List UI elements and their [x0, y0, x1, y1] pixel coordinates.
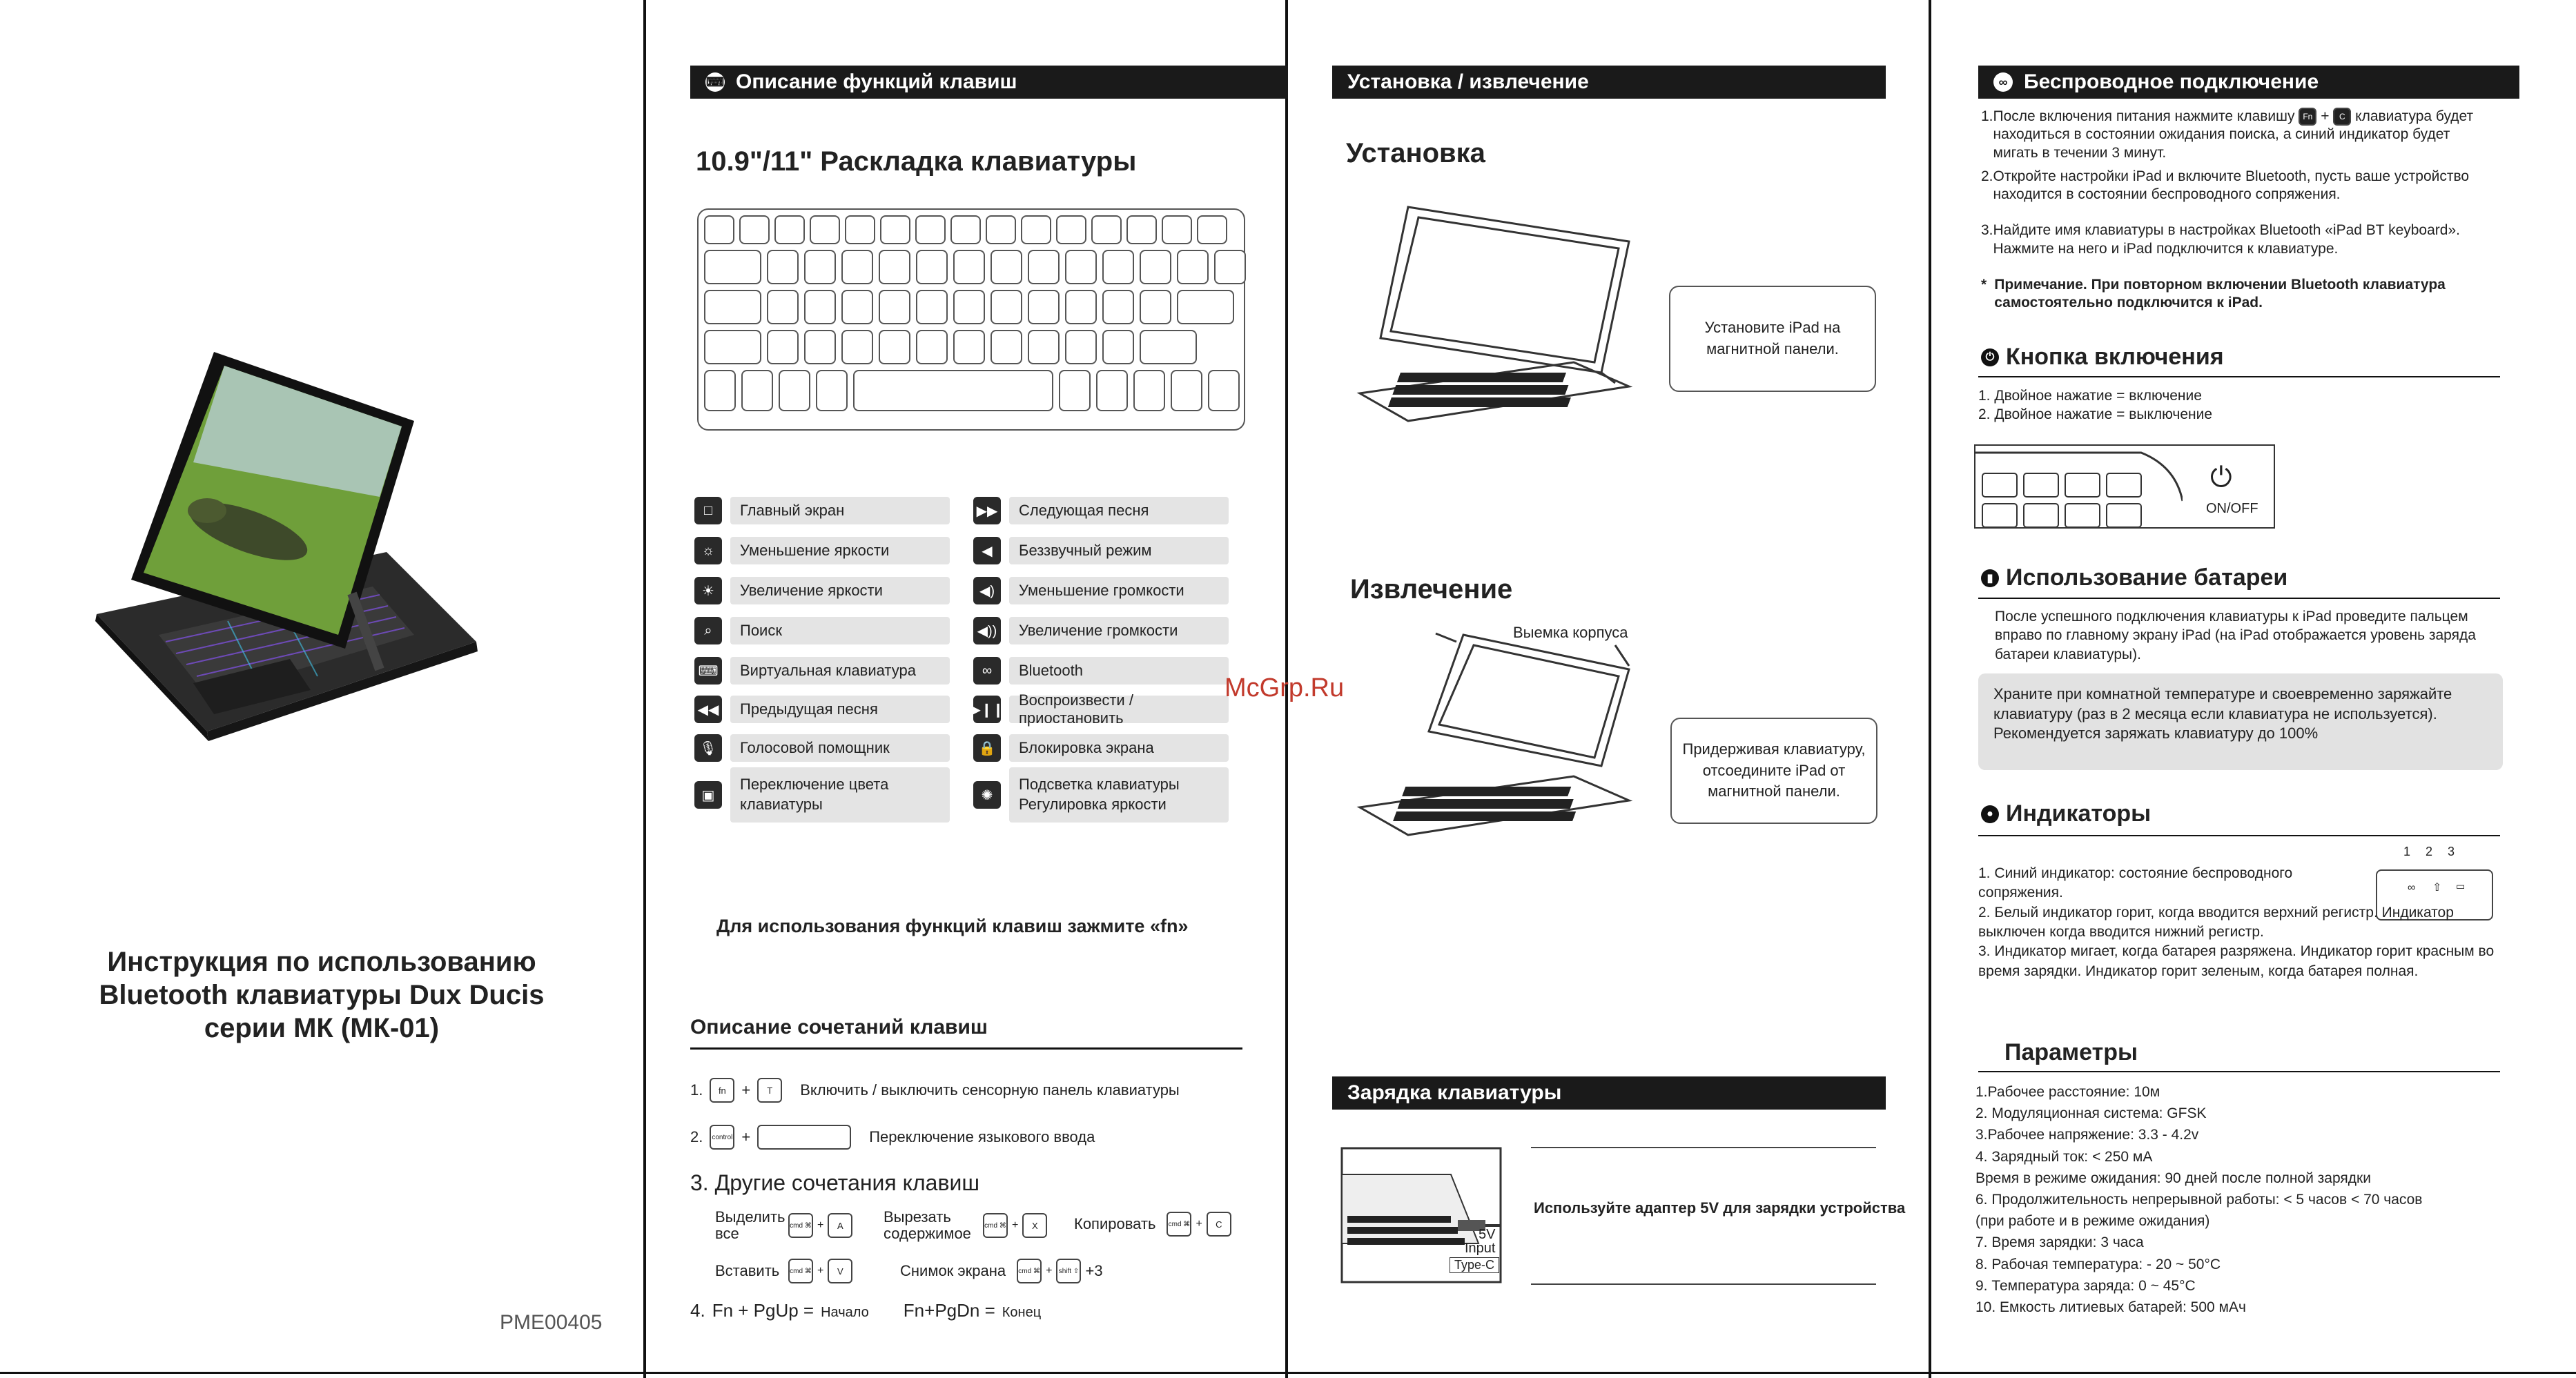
plus-sign: +	[1012, 1219, 1019, 1232]
power-item-2: 2. Двойное нажатие = выключение	[1978, 406, 2213, 423]
space-key	[757, 1125, 851, 1150]
function-key-row	[973, 733, 1229, 763]
keyboard-key	[841, 290, 873, 324]
rewind-icon: ◀◀	[694, 696, 722, 723]
keyboard-key	[810, 215, 840, 244]
cover-title-line-1: Инструкция по использованию	[107, 947, 536, 977]
function-key-row	[973, 616, 1229, 646]
combo-cut	[884, 1209, 1047, 1242]
fn-key: fn	[710, 1078, 734, 1103]
keyboard-key	[1028, 290, 1060, 324]
function-key-label: Следующая песня	[1009, 497, 1229, 524]
keyboard-key	[1126, 215, 1157, 244]
port-label-input: Input	[1465, 1241, 1496, 1256]
home-icon: □	[694, 497, 722, 524]
plus-sign: +	[817, 1219, 824, 1232]
combo-4-number: 4.	[690, 1300, 705, 1321]
watermark: McGrp.Ru	[1224, 673, 1345, 702]
keyboard-key	[1140, 250, 1171, 284]
charge-header-title: Зарядка клавиатуры	[1347, 1081, 1562, 1104]
wireless-step-3-text: Найдите имя клавиатуры в настройках Bluetooth «iPad BT keyboard». Нажмите на него и iPad подключится к клавиатуре.	[1993, 222, 2460, 257]
combo-2-number: 2.	[690, 1128, 703, 1145]
keyboard-key	[880, 215, 910, 244]
keyboard-key	[915, 215, 946, 244]
keyboard-key	[1065, 330, 1097, 364]
color-switch-icon: ▣	[694, 781, 722, 809]
keyboard-key	[704, 330, 761, 364]
cover-title	[41, 945, 602, 1045]
function-key-row	[694, 535, 950, 566]
capslock-indicator-icon: ⇧	[2432, 882, 2442, 894]
indicators-rule	[1978, 835, 2500, 836]
keyboard-key	[841, 330, 873, 364]
search-icon: ⌕	[694, 617, 722, 644]
plus-sign: +	[2321, 108, 2330, 124]
keyboard-key	[804, 250, 836, 284]
keyboard-key	[986, 215, 1016, 244]
power-item-1: 1. Двойное нажатие = включение	[1978, 388, 2202, 404]
charge-rule-top	[1531, 1147, 1876, 1148]
keyboard-key	[916, 330, 948, 364]
combo-1	[690, 1078, 1180, 1103]
keyboard-key	[1140, 290, 1171, 324]
keyboard-key	[1028, 250, 1060, 284]
function-key-row	[694, 694, 950, 725]
function-key-label: Bluetooth	[1009, 657, 1229, 685]
battery-rule	[1978, 598, 2500, 599]
keyboard-key	[1028, 330, 1060, 364]
keyboard-key	[779, 370, 810, 411]
keyboard-key	[991, 330, 1022, 364]
install-illustration	[1353, 200, 1643, 435]
function-key-row	[970, 691, 1229, 727]
indicator-number-1: 1	[2403, 845, 2411, 858]
keyboard-key	[1056, 215, 1086, 244]
combo-2	[690, 1125, 1095, 1150]
combo-2-text: Переключение языкового ввода	[869, 1128, 1095, 1145]
v-key: V	[828, 1259, 852, 1283]
combos-title: Описание сочетаний клавиш	[690, 1016, 988, 1039]
keyboard-icon: ⌨	[694, 657, 722, 685]
params-rule	[1978, 1071, 2500, 1072]
keyboard-key	[1177, 250, 1209, 284]
keyboard-key	[767, 290, 799, 324]
charge-header	[1332, 1076, 1886, 1110]
control-key: control	[710, 1125, 734, 1150]
param-item: (при работе и в режиме ожидания)	[1975, 1213, 2210, 1230]
function-key-row	[694, 733, 950, 763]
t-key: T	[757, 1078, 782, 1103]
backlight-icon: ✺	[973, 781, 1001, 809]
copy-label: Копировать	[1074, 1215, 1156, 1232]
param-item: 3.Рабочее напряжение: 3.3 - 4.2v	[1975, 1127, 2199, 1143]
fn-hint: Для использования функций клавиш зажмите «fn»	[716, 916, 1189, 936]
keyboard-key	[704, 215, 734, 244]
params-title: Параметры	[2004, 1039, 2138, 1065]
keyboard-key	[739, 215, 770, 244]
param-item: 9. Температура заряда: 0 ~ 45°C	[1975, 1277, 2196, 1294]
keyboard-key	[916, 250, 948, 284]
indicator-desc-1: 1. Синий индикатор: состояние беспроводного сопряжения.	[1978, 865, 2293, 901]
keyboard-key	[774, 215, 805, 244]
function-key-label: Поиск	[730, 617, 950, 644]
keyboard-layout-diagram	[697, 208, 1245, 431]
indicator-icon: ●	[1981, 805, 1999, 823]
plus-sign: +	[1196, 1218, 1202, 1230]
param-item: 10. Емкость литиевых батарей: 500 мАч	[1975, 1299, 2246, 1315]
keyboard-key	[1065, 250, 1097, 284]
bluetooth-indicator-icon: ∞	[2408, 882, 2416, 894]
keyboard-key	[1197, 215, 1227, 244]
battery-title	[1981, 564, 2287, 591]
port-label-type: Type-C	[1450, 1257, 1499, 1273]
pgdn-result: Конец	[1002, 1305, 1042, 1320]
keyboard-key	[879, 330, 910, 364]
wireless-note-text: Примечание. При повторном включении Bluetooth клавиатура самостоятельно подключится к iPad.	[1994, 276, 2446, 311]
keyboard-key	[1102, 290, 1134, 324]
layout-title: 10.9"/11" Раскладка клавиатуры	[696, 146, 1137, 177]
wireless-step-2: 2. Откройте настройки iPad и включите Bluetooth, пусть ваше устройство находится в состоянии беспроводного сопряжения.	[1981, 168, 2492, 204]
keyboard-key	[1177, 290, 1234, 324]
battery-indicator-icon: ▭	[2456, 880, 2466, 892]
remove-illustration	[1353, 628, 1643, 863]
play-pause-icon: ▶❙❙	[973, 696, 1001, 723]
combo-select-all	[715, 1209, 852, 1242]
plus-sign: +	[1046, 1265, 1053, 1277]
cmd-key: cmd ⌘	[788, 1213, 813, 1238]
panel-divider-3	[1929, 0, 1931, 1378]
brightness-down-icon: ☼	[694, 537, 722, 564]
product-code: PME00405	[500, 1311, 603, 1334]
keyboard-key	[953, 250, 985, 284]
function-key-row	[973, 776, 1229, 813]
select-all-label: Выделить все	[715, 1208, 786, 1243]
function-key-label: Беззвучный режим	[1009, 537, 1229, 564]
plus-sign: +	[741, 1081, 751, 1099]
power-title-text: Кнопка включения	[2006, 344, 2224, 370]
pgup-combo: Fn + PgUp =	[712, 1300, 814, 1321]
indicator-number-2: 2	[2426, 845, 2433, 858]
wireless-step-1: 1. После включения питания нажмите клавишу Fn + C клавиатура будет находиться в состоянии ожидания поиска, а синий индикатор будет мигать в течении 3 минут.	[1981, 108, 2474, 161]
keyboard-key	[953, 330, 985, 364]
power-items	[1978, 386, 2212, 424]
keyboard-key	[916, 290, 948, 324]
keyboard-key	[1171, 370, 1202, 411]
c-key: C	[1207, 1212, 1231, 1237]
screenshot-label: Снимок экрана	[900, 1262, 1006, 1279]
keyboard-corner-illustration	[1975, 446, 2183, 529]
params-list	[1975, 1083, 2422, 1320]
function-key-label: Воспроизвести / приостановить	[1009, 696, 1229, 723]
battery-text: После успешного подключения клавиатуры к iPad проведите пальцем вправо по главному экрану iPad (на iPad отображается уровень заряда батареи клавиатуры).	[1995, 609, 2476, 662]
function-key-row	[694, 495, 950, 526]
combo-4	[690, 1300, 1041, 1321]
a-key: A	[828, 1213, 852, 1238]
keyboard-key	[1102, 250, 1134, 284]
power-rule	[1978, 376, 2500, 377]
fast-forward-icon: ▶▶	[973, 497, 1001, 524]
keyboard-key	[1162, 215, 1192, 244]
param-item: 1.Рабочее расстояние: 10м	[1975, 1084, 2160, 1100]
volume-up-icon: ◀))	[973, 617, 1001, 644]
pgup-result: Начало	[821, 1305, 869, 1320]
plus-sign: +	[741, 1128, 751, 1145]
power-onoff-label: ON/OFF	[2206, 501, 2258, 516]
lock-icon: 🔒	[973, 734, 1001, 762]
brightness-up-icon: ☀	[694, 577, 722, 604]
param-item: 7. Время зарядки: 3 часа	[1975, 1234, 2144, 1251]
combo-screenshot	[900, 1259, 1103, 1283]
function-key-label: Уменьшение яркости	[730, 537, 950, 564]
keyboard-key	[991, 290, 1022, 324]
cover-title-line-2: Bluetooth клавиатуры Dux Ducis	[99, 980, 545, 1010]
power-button-figure	[1974, 444, 2275, 529]
panel-cover	[0, 0, 643, 1378]
pgdn-combo: Fn+PgDn =	[903, 1300, 995, 1321]
wireless-header	[1978, 66, 2519, 99]
keyboard-key	[704, 250, 761, 284]
indicators-title-text: Индикаторы	[2006, 800, 2151, 827]
c-key: C	[2333, 108, 2351, 126]
install-header-title: Установка / извлечение	[1347, 70, 1589, 93]
function-key-label: Предыдущая песня	[730, 696, 950, 723]
indicators-title	[1981, 800, 2151, 827]
function-key-row	[694, 616, 950, 646]
keyboard-key	[1208, 370, 1240, 411]
microphone-icon: 🎙	[694, 734, 722, 762]
wireless-step-1-a: После включения питания нажмите клавишу	[1993, 108, 2295, 124]
battery-storage-note: Храните при комнатной температуре и своевременно заряжайте клавиатуру (раз в 2 месяца если клавиатура не используется). Рекомендуется заряжать клавиатуру до 100%	[1978, 673, 2503, 770]
indicator-desc-2: 2. Белый индикатор горит, когда вводится верхний регистр. Индикатор выключен когда вводится нижний регистр.	[1978, 904, 2454, 941]
cmd-key: cmd ⌘	[1017, 1259, 1042, 1283]
function-key-label: Увеличение яркости	[730, 577, 950, 604]
keyboard-key	[1059, 370, 1091, 411]
function-key-label: Увеличение громкости	[1009, 617, 1229, 644]
notch-label: Выемка корпуса	[1513, 624, 1628, 641]
keyboard-key	[1065, 290, 1097, 324]
battery-title-text: Использование батареи	[2006, 564, 2288, 591]
install-header	[1332, 66, 1886, 99]
indicator-descriptions	[1978, 864, 2510, 981]
param-item: 8. Рабочая температура: - 20 ~ 50°C	[1975, 1256, 2221, 1272]
keyboard-key	[804, 290, 836, 324]
keyboard-key	[950, 215, 981, 244]
keyboard-key	[767, 250, 799, 284]
combo-1-text: Включить / выключить сенсорную панель клавиатуры	[800, 1081, 1180, 1099]
indicator-numbers	[2403, 845, 2455, 859]
combo-3-title: 3. Другие сочетания клавиш	[690, 1170, 980, 1195]
keyboard-key	[953, 290, 985, 324]
keyboard-icon: ⌨	[705, 72, 725, 92]
bluetooth-link-icon: ∞	[973, 657, 1001, 685]
combo-1-number: 1.	[690, 1081, 703, 1099]
param-item: 6. Продолжительность непрерывной работы: < 5 часов < 70 часов	[1975, 1191, 2423, 1208]
power-symbol-icon: ⏻	[2210, 462, 2232, 493]
function-key-row	[973, 575, 1229, 606]
paste-label: Вставить	[715, 1262, 780, 1279]
keyboard-key	[879, 290, 910, 324]
install-title: Установка	[1346, 138, 1485, 168]
cut-label: Вырезать содержимое	[884, 1208, 971, 1243]
keyboard-key	[704, 290, 761, 324]
bluetooth-link-icon: ∞	[1993, 72, 2013, 92]
keyboard-key	[1133, 370, 1165, 411]
wireless-title: Беспроводное подключение	[2024, 70, 2319, 93]
volume-down-icon: ◀)	[973, 577, 1001, 604]
shift-key: shift ⇧	[1056, 1259, 1081, 1283]
wireless-step-1-b: клавиатура будет находиться в состоянии ожидания поиска, а синий индикатор будет мигать в течении 3 минут.	[1993, 108, 2474, 161]
mute-icon: ◀	[973, 537, 1001, 564]
keyboard-key	[741, 370, 773, 411]
keyboard-key	[853, 370, 1053, 411]
key-functions-header	[690, 66, 1288, 99]
keyboard-key	[991, 250, 1022, 284]
function-key-row	[973, 656, 1229, 686]
keyboard-key	[804, 330, 836, 364]
param-item: Время в режиме ожидания: 90 дней после полной зарядки	[1975, 1170, 2371, 1186]
function-key-row	[973, 495, 1229, 526]
function-key-row	[694, 776, 950, 813]
keyboard-key	[1140, 330, 1197, 364]
keyboard-key	[1096, 370, 1128, 411]
keyboard-key	[1102, 330, 1134, 364]
charge-text: Используйте адаптер 5V для зарядки устройства	[1534, 1199, 1906, 1217]
keyboard-key	[1214, 250, 1246, 284]
function-key-label: Виртуальная клавиатура	[730, 657, 950, 685]
param-item: 4. Зарядный ток: < 250 мА	[1975, 1148, 2153, 1165]
cmd-key: cmd ⌘	[1167, 1212, 1191, 1237]
install-callout: Установите iPad на магнитной панели.	[1669, 286, 1876, 392]
wireless-steps	[1981, 108, 2492, 312]
cmd-key: cmd ⌘	[788, 1259, 813, 1283]
keyboard-key	[767, 330, 799, 364]
keyboard-key	[841, 250, 873, 284]
function-key-label: Подсветка клавиатуры Регулировка яркости	[1009, 767, 1229, 823]
function-key-row	[694, 656, 950, 686]
function-key-label: Переключение цвета клавиатуры	[730, 767, 950, 823]
battery-icon: ▮	[1981, 569, 1999, 587]
keyboard-key	[816, 370, 848, 411]
cover-title-line-3: серии МК (МК-01)	[204, 1013, 440, 1043]
keyboard-key	[1021, 215, 1051, 244]
keyboard-key	[1091, 215, 1122, 244]
wireless-step-2-text: Откройте настройки iPad и включите Bluetooth, пусть ваше устройство находится в состоянии беспроводного сопряжения.	[1993, 168, 2470, 203]
wireless-note: * Примечание. При повторном включении Bluetooth клавиатура самостоятельно подключится к iPad.	[1981, 276, 2492, 313]
port-label-voltage: 5V	[1479, 1227, 1496, 1242]
indicator-number-3: 3	[2448, 845, 2455, 858]
cmd-key: cmd ⌘	[983, 1213, 1008, 1238]
combos-rule	[690, 1047, 1242, 1050]
power-title	[1981, 344, 2224, 371]
wireless-step-3: 3. Найдите имя клавиатуры в настройках Bluetooth «iPad BT keyboard». Нажмите на него и iPad подключится к клавиатуре.	[1981, 222, 2492, 258]
plus-sign: +	[817, 1265, 824, 1277]
x-key: X	[1022, 1213, 1047, 1238]
function-key-label: Уменьшение громкости	[1009, 577, 1229, 604]
indicator-desc-3: 3. Индикатор мигает, когда батарея разряжена. Индикатор горит красным во время зарядки. Индикатор горит зеленым, когда батарея полная.	[1978, 943, 2495, 979]
power-icon: ⏻	[1981, 348, 1999, 366]
param-item: 2. Модуляционная система: GFSK	[1975, 1105, 2207, 1122]
function-key-label: Блокировка экрана	[1009, 734, 1229, 762]
function-key-row	[973, 535, 1229, 566]
keyboard-key	[879, 250, 910, 284]
function-key-label: Главный экран	[730, 497, 950, 524]
remove-title: Извлечение	[1350, 574, 1513, 604]
key-functions-title: Описание функций клавиш	[736, 70, 1017, 93]
charge-rule-bottom	[1531, 1283, 1876, 1285]
combo-paste	[715, 1259, 852, 1283]
fn-key: Fn	[2299, 108, 2316, 126]
combo-copy	[1074, 1212, 1231, 1237]
screenshot-suffix: +3	[1085, 1262, 1103, 1279]
tablet-keyboard-illustration	[90, 345, 559, 814]
function-key-label: Голосовой помощник	[730, 734, 950, 762]
function-key-row	[694, 575, 950, 606]
remove-callout: Придерживая клавиатуру, отсоедините iPad от магнитной панели.	[1670, 718, 1877, 824]
keyboard-key	[845, 215, 875, 244]
keyboard-key	[704, 370, 736, 411]
